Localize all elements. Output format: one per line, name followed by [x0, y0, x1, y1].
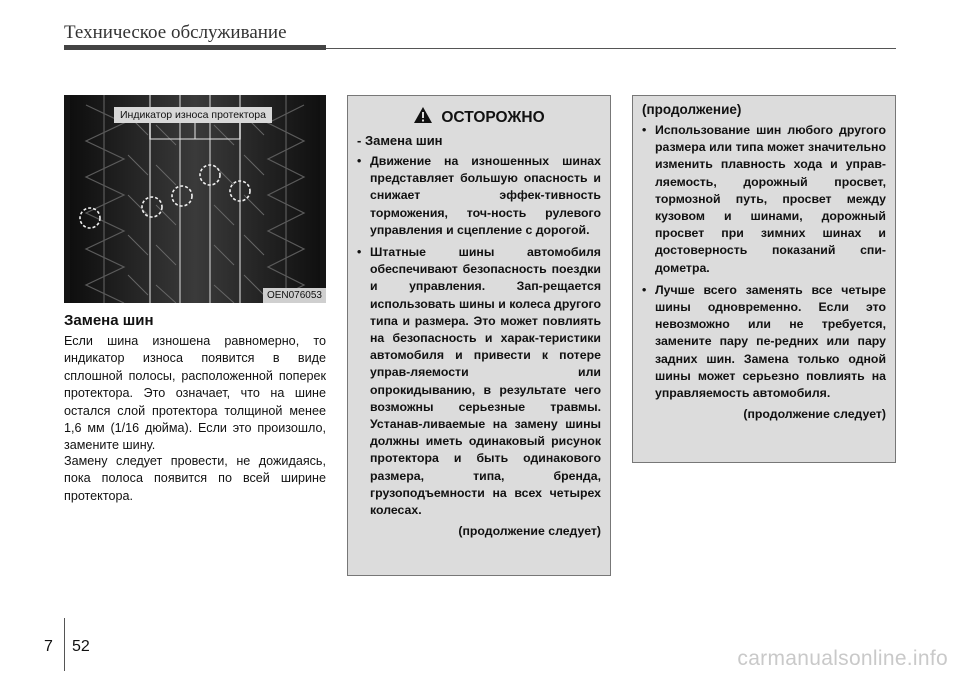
tire-tread-illustration	[64, 95, 326, 303]
tread-indicator-label: Индикатор износа протектора	[114, 107, 272, 123]
header-rule-thick	[64, 45, 326, 50]
footer-divider	[64, 618, 65, 671]
footer-page-number: 52	[72, 638, 90, 655]
warning-triangle-icon	[413, 106, 433, 129]
warning-bullet: • Движение на изношенных шинах представляет большую опасность и снижает эффек-тивность торможения, точ-ность рулевого управления и сцепление с дорогой.	[357, 153, 601, 239]
header-title: Техническое обслуживание	[64, 22, 287, 43]
warning-heading	[357, 106, 601, 129]
continuation-box	[632, 95, 896, 463]
continuation-continued-note: (продолжение следует)	[743, 407, 886, 422]
watermark: carmanualsonline.info	[737, 647, 948, 670]
warning-box	[347, 95, 611, 576]
figure-code: OEN076053	[263, 288, 326, 303]
header-rule-thin	[326, 48, 896, 49]
footer-chapter-number: 7	[44, 638, 53, 655]
section-title: Замена шин	[64, 312, 154, 329]
warning-subheading: - Замена шин	[357, 133, 443, 148]
continuation-heading: (продолжение)	[642, 102, 742, 117]
warning-bullet: • Штатные шины автомобиля обеспечивают безопасность поездки и управления. Зап-рещается использовать шины и колеса другого типа и размера. Это может повлиять на безопасность и харак-теристики автомобиля и привести к потере управ-ляемости или опрокидыванию, в результате чего возможны серьезные травмы. Устанав-ливаемые на замену шины должны иметь одинаковый рисунок протектора и быть одинакового размера, типа, бренда, грузоподъемности на всех четырех колесах.	[357, 244, 601, 519]
warning-bullet-list	[357, 153, 601, 519]
warning-heading-text: ОСТОРОЖНО	[441, 108, 545, 126]
continuation-bullet: • Лучше всего заменять все четыре шины одновременно. Если это невозможно или не требуется, замените пару пе-редних или пару задних шин. Замена только одной шины может серьезно повлиять на управляемость автомобиля.	[642, 282, 886, 402]
warning-continued-note: (продолжение следует)	[458, 524, 601, 539]
body-paragraph-2: Замену следует провести, не дожидаясь, пока полоса появится по всей ширине протектора.	[64, 454, 326, 503]
continuation-bullet-list	[642, 122, 886, 402]
continuation-bullet: • Использование шин любого другого размера или типа может значительно изменить плавность хода и управ-ляемость, дорожный просвет, тормозной путь, просвет между кузовом и шинами, дорожный просвет при зимних шинах и достоверность показаний спи-дометра.	[642, 122, 886, 277]
body-paragraph-1: Если шина изношена равномерно, то индикатор износа появится в виде сплошной полосы, расположенной поперек протектора. Это означает, что на шине остался слой протектора толщиной менее 1,6 мм (1/16 дюйма). Если это произошло, замените шину.	[64, 334, 326, 453]
tire-tread-figure	[64, 95, 326, 303]
